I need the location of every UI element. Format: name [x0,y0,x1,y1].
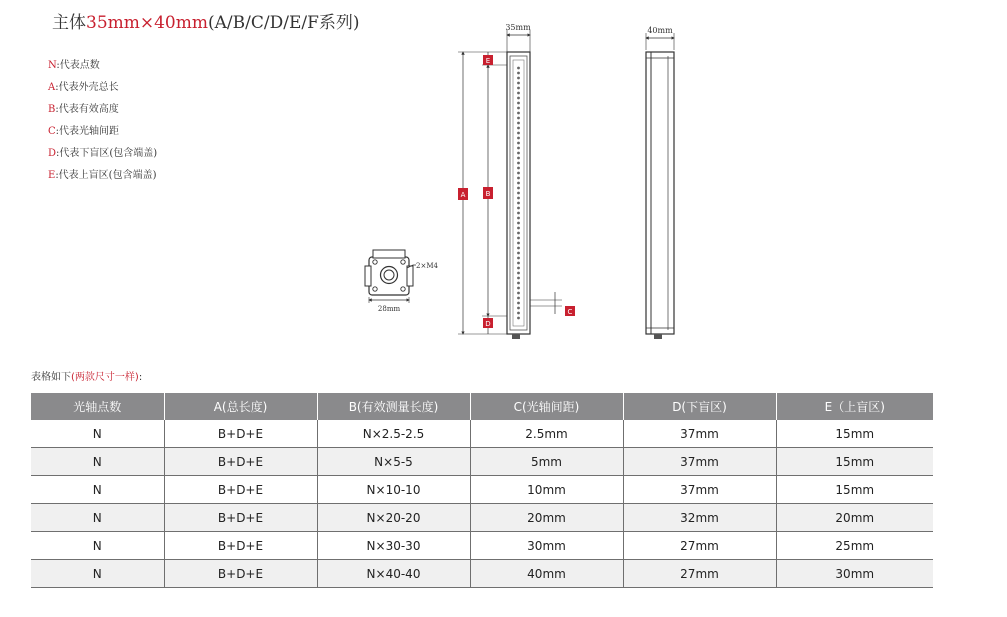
legend-item-a: A:代表外壳总长 [48,82,119,93]
bracket-width-label: 28mm [377,305,401,313]
led-dot [517,162,520,165]
table-header-row [31,393,933,420]
table-cell: 20mm [776,504,933,532]
legend-item-e: E:代表上盲区(包含端盖) [48,170,157,181]
table-cell: N [31,504,164,532]
led-dot [517,177,520,180]
led-dot [517,257,520,260]
table-cell: 15mm [776,476,933,504]
led-dot [517,272,520,275]
table-cell: B+D+E [164,476,317,504]
table-cell: 30mm [776,560,933,588]
svg-text:B: B [485,190,491,198]
led-dot [517,122,520,125]
led-dot [517,237,520,240]
mounting-bracket [365,250,438,313]
side-view [646,26,674,339]
table-cell: B+D+E [164,560,317,588]
led-dot [517,227,520,230]
led-dot [517,182,520,185]
led-dot [517,277,520,280]
table-cell: 5mm [470,448,623,476]
header-upper-blind: E（上盲区) [776,393,933,420]
led-dot [517,77,520,80]
led-dot [517,287,520,290]
table-cell: 10mm [470,476,623,504]
table-cell: N [31,476,164,504]
header-lower-blind: D(下盲区) [623,393,776,420]
table-cell: 2.5mm [470,420,623,448]
header-total-length: A(总长度) [164,393,317,420]
led-dot [517,132,520,135]
table-cell: 15mm [776,448,933,476]
led-dot [517,292,520,295]
legend-item-b: B:代表有效高度 [48,104,119,115]
led-dot [517,67,520,70]
led-dot [517,232,520,235]
led-dot [517,92,520,95]
side-width-label: 40mm [647,26,673,35]
table-cell: B+D+E [164,532,317,560]
header-points: 光轴点数 [31,393,164,420]
led-dot [517,217,520,220]
title-suffix: (A/B/C/D/E/F系列) [208,13,360,33]
legend-item-d: D:代表下盲区(包含端盖) [48,148,158,159]
led-dot [517,307,520,310]
table-row [31,504,933,532]
svg-text:A: A [460,191,466,199]
led-dot [517,242,520,245]
header-axis-spacing: C(光轴间距) [470,393,623,420]
led-dot [517,212,520,215]
led-dot [517,82,520,85]
table-cell: N [31,560,164,588]
led-dot [517,222,520,225]
title-prefix: 主体 [52,13,86,33]
table-cell: N×30-30 [317,532,470,560]
table-cell: 27mm [623,560,776,588]
table-cell: N [31,532,164,560]
led-dot [517,317,520,320]
led-dot [517,262,520,265]
led-dot [517,107,520,110]
table-row [31,448,933,476]
title-dims: 35mm×40mm [86,13,208,33]
table-cell: B+D+E [164,420,317,448]
table-cell: 37mm [623,448,776,476]
table-cell: N×2.5-2.5 [317,420,470,448]
led-dot [517,147,520,150]
table-row [31,532,933,560]
svg-text:D: D [485,320,491,328]
table-cell: B+D+E [164,448,317,476]
table-cell: B+D+E [164,504,317,532]
table-cell: 30mm [470,532,623,560]
led-dot [517,142,520,145]
led-dot [517,207,520,210]
led-dot [517,252,520,255]
screw-label: 2×M4 [416,262,438,270]
table-cell: 15mm [776,420,933,448]
table-cell: N×10-10 [317,476,470,504]
svg-text:C: C [567,308,573,316]
led-dot [517,247,520,250]
table-cell: N×40-40 [317,560,470,588]
led-dot [517,202,520,205]
table-cell: 37mm [623,420,776,448]
table-cell: N [31,420,164,448]
table-cell: 32mm [623,504,776,532]
table-cell: 37mm [623,476,776,504]
table-row [31,560,933,588]
led-dot [517,187,520,190]
table-cell: 25mm [776,532,933,560]
svg-text:E: E [485,57,491,65]
led-dot [517,102,520,105]
table-row [31,476,933,504]
led-dot [517,302,520,305]
led-dot [517,152,520,155]
led-dot [517,97,520,100]
led-dot [517,267,520,270]
led-dot [517,87,520,90]
led-dot [517,297,520,300]
table-cell: N×5-5 [317,448,470,476]
legend-item-n: N:代表点数 [48,60,100,71]
table-cell: N [31,448,164,476]
table-cell: 20mm [470,504,623,532]
table-cell: N×20-20 [317,504,470,532]
table-cell: 27mm [623,532,776,560]
led-dot [517,157,520,160]
led-dot [517,112,520,115]
spec-table [31,393,933,588]
led-dot [517,197,520,200]
front-width-label: 35mm [505,23,531,32]
legend-item-c: C:代表光轴间距 [48,126,120,137]
led-dot [517,172,520,175]
front-view [458,23,575,339]
led-dot [517,282,520,285]
led-dot [517,117,520,120]
led-dot [517,167,520,170]
led-dot [517,312,520,315]
table-row [31,420,933,448]
header-effective-length: B(有效测量长度) [317,393,470,420]
led-dot [517,72,520,75]
table-cell: 40mm [470,560,623,588]
led-dot [517,137,520,140]
led-dot [517,192,520,195]
table-note: 表格如下(两款尺寸一样): [31,372,143,383]
led-dot [517,127,520,130]
